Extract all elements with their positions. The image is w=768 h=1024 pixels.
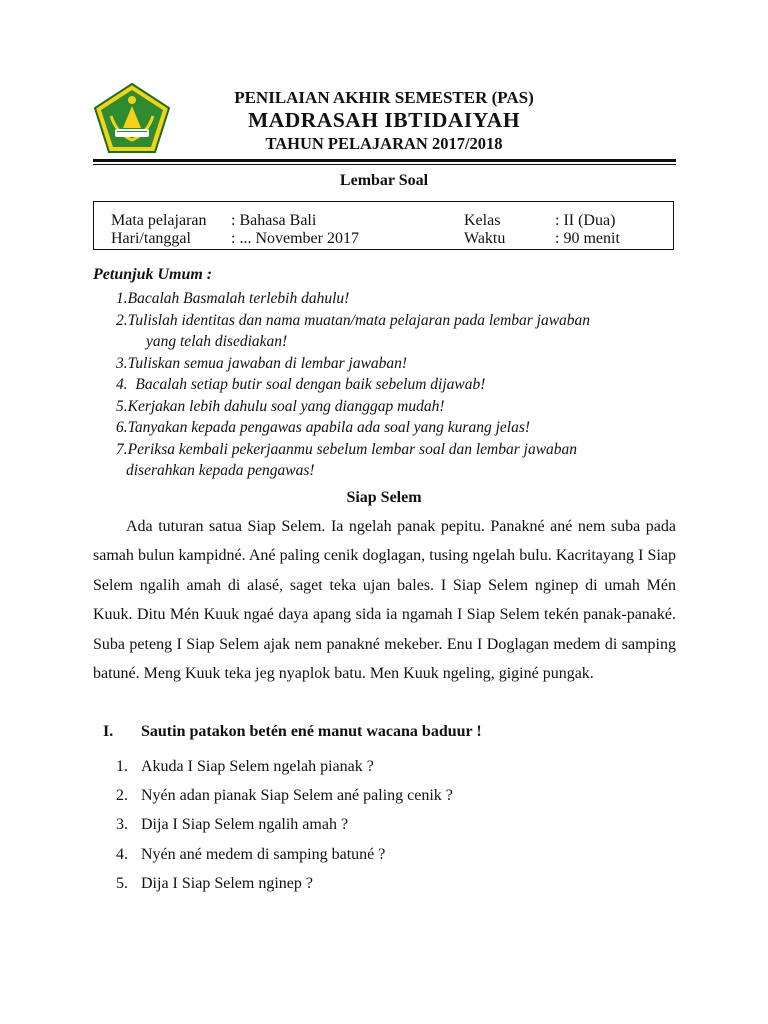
instructions-list (116, 288, 676, 482)
academic-year: TAHUN PELAJARAN 2017/2018 (265, 134, 503, 153)
instructions-title: Petunjuk Umum : (93, 266, 213, 283)
instruction-item: 7.Periksa kembali pekerjaanmu sebelum lembar soal dan lembar jawaban (116, 440, 578, 458)
date-label: Hari/tanggal (111, 230, 191, 247)
time-label: Waktu (464, 230, 506, 247)
date-value: : ... November 2017 (231, 230, 359, 247)
question-number: 1. (116, 758, 128, 775)
header-divider (93, 159, 676, 162)
question-item (116, 781, 453, 810)
question-item (116, 869, 453, 898)
instruction-item: 4. Bacalah setiap butir soal dengan baik sebelum dijawab! (116, 376, 486, 393)
subject-value: : Bahasa Bali (231, 212, 317, 229)
question-text: Nyén ané medem di samping batuné ? (141, 845, 386, 863)
instruction-item: 5.Kerjakan lebih dahulu soal yang dianggap mudah! (116, 397, 445, 415)
question-item (116, 752, 453, 781)
question-text: Nyén adan pianak Siap Selem ané paling cenik ? (141, 787, 453, 805)
class-value: : II (Dua) (555, 212, 616, 229)
question-text: Dija I Siap Selem ngalih amah ? (141, 816, 349, 834)
question-item (116, 840, 453, 869)
story-text (93, 512, 676, 688)
instruction-item: 1.Bacalah Basmalah terlebih dahulu! (116, 290, 350, 307)
info-box (93, 201, 674, 250)
story-title: Siap Selem (346, 489, 422, 506)
subject-label: Mata pelajaran (111, 212, 207, 229)
story-paragraph: Ada tuturan satua Siap Selem. Ia ngelah panak pepitu. Panakné ané nem suba pada samah bulun kampidné. Ané paling cenik doglagan, tusing ngelah bulu. Kacritayang I Siap Selem ngalih amah di alasé, saget teka ujan bales. I Siap Selem nginep di umah Mén Kuuk. Ditu Mén Kuuk ngaé daya apang sida ia ngamah I Siap Selem tekén panak-panaké. Suba peteng I Siap Selem ajak nem panakné mekeber. Enu I Doglagan medem di samping batuné. Meng Kuuk teka jeg nyaplok batu. Men Kuuk ngeling, giginé pungak. (93, 518, 676, 683)
question-list (116, 752, 453, 898)
instruction-item: 6.Tanyakan kepada pengawas apabila ada soal yang kurang jelas! (116, 419, 531, 436)
question-number: 3. (116, 816, 128, 834)
header-divider-thin (93, 164, 676, 165)
exam-title: PENILAIAN AKHIR SEMESTER (PAS) (234, 88, 534, 107)
section-number: I. (103, 723, 114, 740)
question-text: Akuda I Siap Selem ngelah pianak ? (141, 758, 374, 775)
school-name: MADRASAH IBTIDAIYAH (247, 108, 521, 132)
question-item (116, 810, 453, 839)
sheet-title: Lembar Soal (339, 172, 429, 189)
instruction-item-continued: yang telah disediakan! (146, 333, 288, 350)
section-title: Sautin patakon betén ené manut wacana baduur ! (141, 723, 482, 740)
time-value: : 90 menit (555, 230, 620, 247)
question-number: 2. (116, 787, 128, 805)
question-text: Dija I Siap Selem nginep ? (141, 874, 313, 892)
question-number: 4. (116, 845, 128, 863)
question-section-heading (103, 723, 482, 741)
class-label: Kelas (464, 212, 501, 229)
instruction-item: 3.Tuliskan semua jawaban di lembar jawaban! (116, 354, 408, 372)
instruction-item: 2.Tulislah identitas dan nama muatan/mata pelajaran pada lembar jawaban (116, 311, 591, 329)
instruction-item-continued: diserahkan kepada pengawas! (126, 462, 315, 479)
question-number: 5. (116, 874, 128, 892)
